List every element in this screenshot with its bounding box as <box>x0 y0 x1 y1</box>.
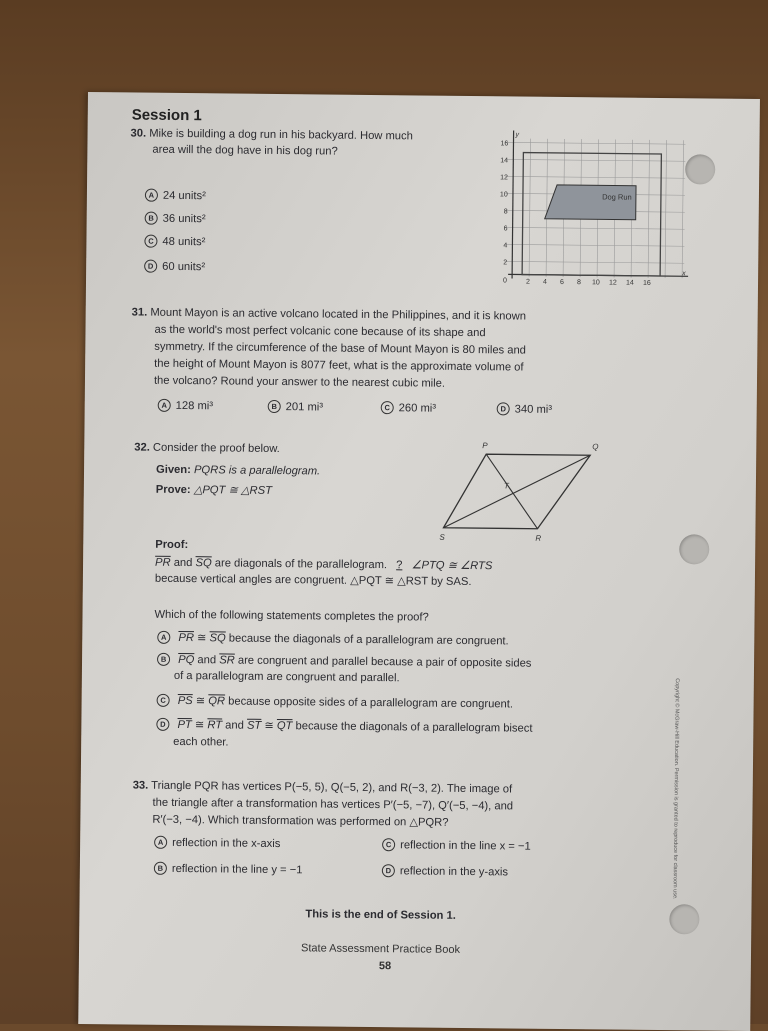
q31-line2: as the world's most perfect volcanic cone because of its shape and <box>154 323 486 340</box>
choice-c-bubble[interactable]: C <box>157 694 170 707</box>
point-t-label: T <box>503 481 509 491</box>
copyright-sidebar: Copyright © McGraw-Hill Education. Permission is granted to reproduce for classroom use. <box>671 678 680 900</box>
y-tick: 8 <box>503 208 508 216</box>
binder-hole-bottom <box>669 904 699 934</box>
q31-number: 31. <box>131 306 148 319</box>
x-tick: 12 <box>608 279 617 287</box>
x-tick: 14 <box>625 279 634 287</box>
choice-a-bubble[interactable]: A <box>145 189 158 202</box>
y-tick: 14 <box>500 157 509 165</box>
choice-b-bubble[interactable]: B <box>154 862 167 875</box>
dog-run-region <box>545 185 636 220</box>
parallelogram-diagram <box>433 436 610 548</box>
vertex-r-label: R <box>535 533 542 543</box>
q31-line3: symmetry. If the circumference of the base of Mount Mayon is 80 miles and <box>154 340 527 357</box>
q30-choice-d[interactable]: D 60 units² <box>144 259 205 277</box>
q33-line2: the triangle after a transformation has vertices P′(−5, −7), Q′(−5, −4), and <box>152 796 514 813</box>
origin-label: 0 <box>503 277 507 285</box>
y-tick: 12 <box>500 174 508 182</box>
q33-number: 33. <box>132 779 149 792</box>
vertex-s-label: S <box>439 532 445 542</box>
q31-line1: 31. Mount Mayon is an active volcano located in the Philippines, and it is known <box>131 306 527 323</box>
q32-choice-d[interactable]: D $\overline{PT}$ ≅ $\overline{RT}$ and $\overline{ST}$ ≅ $\overline{QT}$ because the diagonals of a parallelogram bisect <box>156 717 532 738</box>
choice-d-bubble[interactable]: D <box>382 864 395 877</box>
q30-choice-b[interactable]: B 36 units² <box>145 211 206 229</box>
choice-d-bubble[interactable]: D <box>156 718 169 731</box>
q33-choice-c[interactable]: C reflection in the line x = −1 <box>382 837 531 856</box>
q32-choice-b[interactable]: B $\overline{PQ}$ and $\overline{SR}$ are congruent and parallel because a pair of opposite sides <box>157 652 532 673</box>
worksheet-page <box>78 92 760 1031</box>
vertex-p-label: P <box>482 441 488 451</box>
x-tick: 2 <box>525 278 530 286</box>
q30-choice-a[interactable]: A 24 units² <box>145 188 206 206</box>
x-tick: 8 <box>576 279 581 287</box>
proof-blank: ? <box>396 559 403 572</box>
q31-choice-c[interactable]: C 260 mi³ <box>381 400 436 418</box>
footer-title: State Assessment Practice Book <box>300 942 461 956</box>
page-number: 58 <box>378 960 392 973</box>
q32-number: 32. <box>134 441 150 454</box>
choice-a-bubble[interactable]: A <box>154 836 167 849</box>
diagonal-pr <box>485 454 538 529</box>
q31-choice-a[interactable]: A 128 mi³ <box>158 398 213 416</box>
y-tick: 10 <box>499 191 508 199</box>
q32-question: Which of the following statements completes the proof? <box>154 608 429 624</box>
session-title: Session 1 <box>131 106 202 125</box>
vertex-q-label: Q <box>592 442 599 452</box>
q30-choice-c[interactable]: C 48 units² <box>144 234 205 252</box>
x-tick: 4 <box>542 278 547 286</box>
choice-a-bubble[interactable]: A <box>157 631 170 644</box>
choice-c-bubble[interactable]: C <box>381 401 394 414</box>
q33-line1: 33. Triangle PQR has vertices P(−5, 5), Q(−5, 2), and R(−3, 2). The image of <box>132 779 513 796</box>
x-axis-label: x <box>682 270 686 278</box>
q31-line4: the height of Mount Mayon is 8077 feet, what is the approximate volume of <box>154 357 524 374</box>
y-tick: 6 <box>503 225 508 233</box>
q32-intro: 32. Consider the proof below. <box>134 441 280 456</box>
q32-choice-c[interactable]: C $\overline{PS}$ ≅ $\overline{QR}$ because opposite sides of a parallelogram are congruent. <box>157 693 514 714</box>
q32-choice-b-line2: of a parallelogram are congruent and parallel. <box>173 669 400 685</box>
y-tick: 16 <box>500 140 509 148</box>
binder-hole-middle <box>679 534 709 564</box>
dog-run-label: Dog Run <box>602 192 632 202</box>
x-tick: 6 <box>559 278 564 286</box>
q33-choice-b[interactable]: B reflection in the line y = −1 <box>154 861 303 880</box>
q31-line5: the volcano? Round your answer to the nearest cubic mile. <box>153 374 446 390</box>
choice-c-bubble[interactable]: C <box>144 235 157 248</box>
q33-line3: R′(−3, −4). Which transformation was performed on △PQR? <box>152 813 449 829</box>
choice-b-bubble[interactable]: B <box>268 400 281 413</box>
y-tick: 2 <box>503 259 508 267</box>
q30-line2: area will the dog have in his dog run? <box>152 143 338 158</box>
q32-choice-d-line2: each other. <box>173 735 229 749</box>
q32-prove: Prove: △PQT ≅ △RST <box>155 483 273 497</box>
x-tick: 16 <box>642 279 651 287</box>
q33-choice-a[interactable]: A reflection in the x-axis <box>154 835 280 853</box>
dog-run-graph <box>494 126 692 288</box>
choice-c-bubble[interactable]: C <box>382 838 395 851</box>
proof-line1: $\overline{PR}$ and $\overline{SQ}$ are diagonals of the parallelogram. ? ∠PTQ ≅ ∠RTS <box>155 556 493 573</box>
proof-line2: because vertical angles are congruent. △PQT ≅ △RST by SAS. <box>154 572 472 589</box>
choice-d-bubble[interactable]: D <box>144 260 157 273</box>
q32-given: Given: PQRS is a parallelogram. <box>155 463 321 478</box>
y-axis <box>512 130 514 278</box>
x-tick: 10 <box>591 279 600 287</box>
choice-b-bubble[interactable]: B <box>157 653 170 666</box>
choice-b-bubble[interactable]: B <box>145 212 158 225</box>
q32-choice-a[interactable]: A $\overline{PR}$ ≅ $\overline{SQ}$ because the diagonals of a parallelogram are congruent. <box>157 630 509 651</box>
diagonal-sq <box>443 454 590 530</box>
q33-choice-d[interactable]: D reflection in the y-axis <box>382 863 508 881</box>
proof-label: Proof: <box>155 538 189 552</box>
q31-choice-b[interactable]: B 201 mi³ <box>268 399 323 417</box>
q30-number: 30. <box>130 127 147 140</box>
q30-line1: Mike is building a dog run in his backyard. How much <box>149 127 413 143</box>
end-of-session-text: This is the end of Session 1. <box>305 908 456 922</box>
choice-a-bubble[interactable]: A <box>158 399 171 412</box>
y-tick: 4 <box>503 242 508 250</box>
choice-d-bubble[interactable]: D <box>497 402 510 415</box>
q31-choice-d[interactable]: D 340 mi³ <box>497 401 552 419</box>
y-axis-label: y <box>515 131 520 139</box>
